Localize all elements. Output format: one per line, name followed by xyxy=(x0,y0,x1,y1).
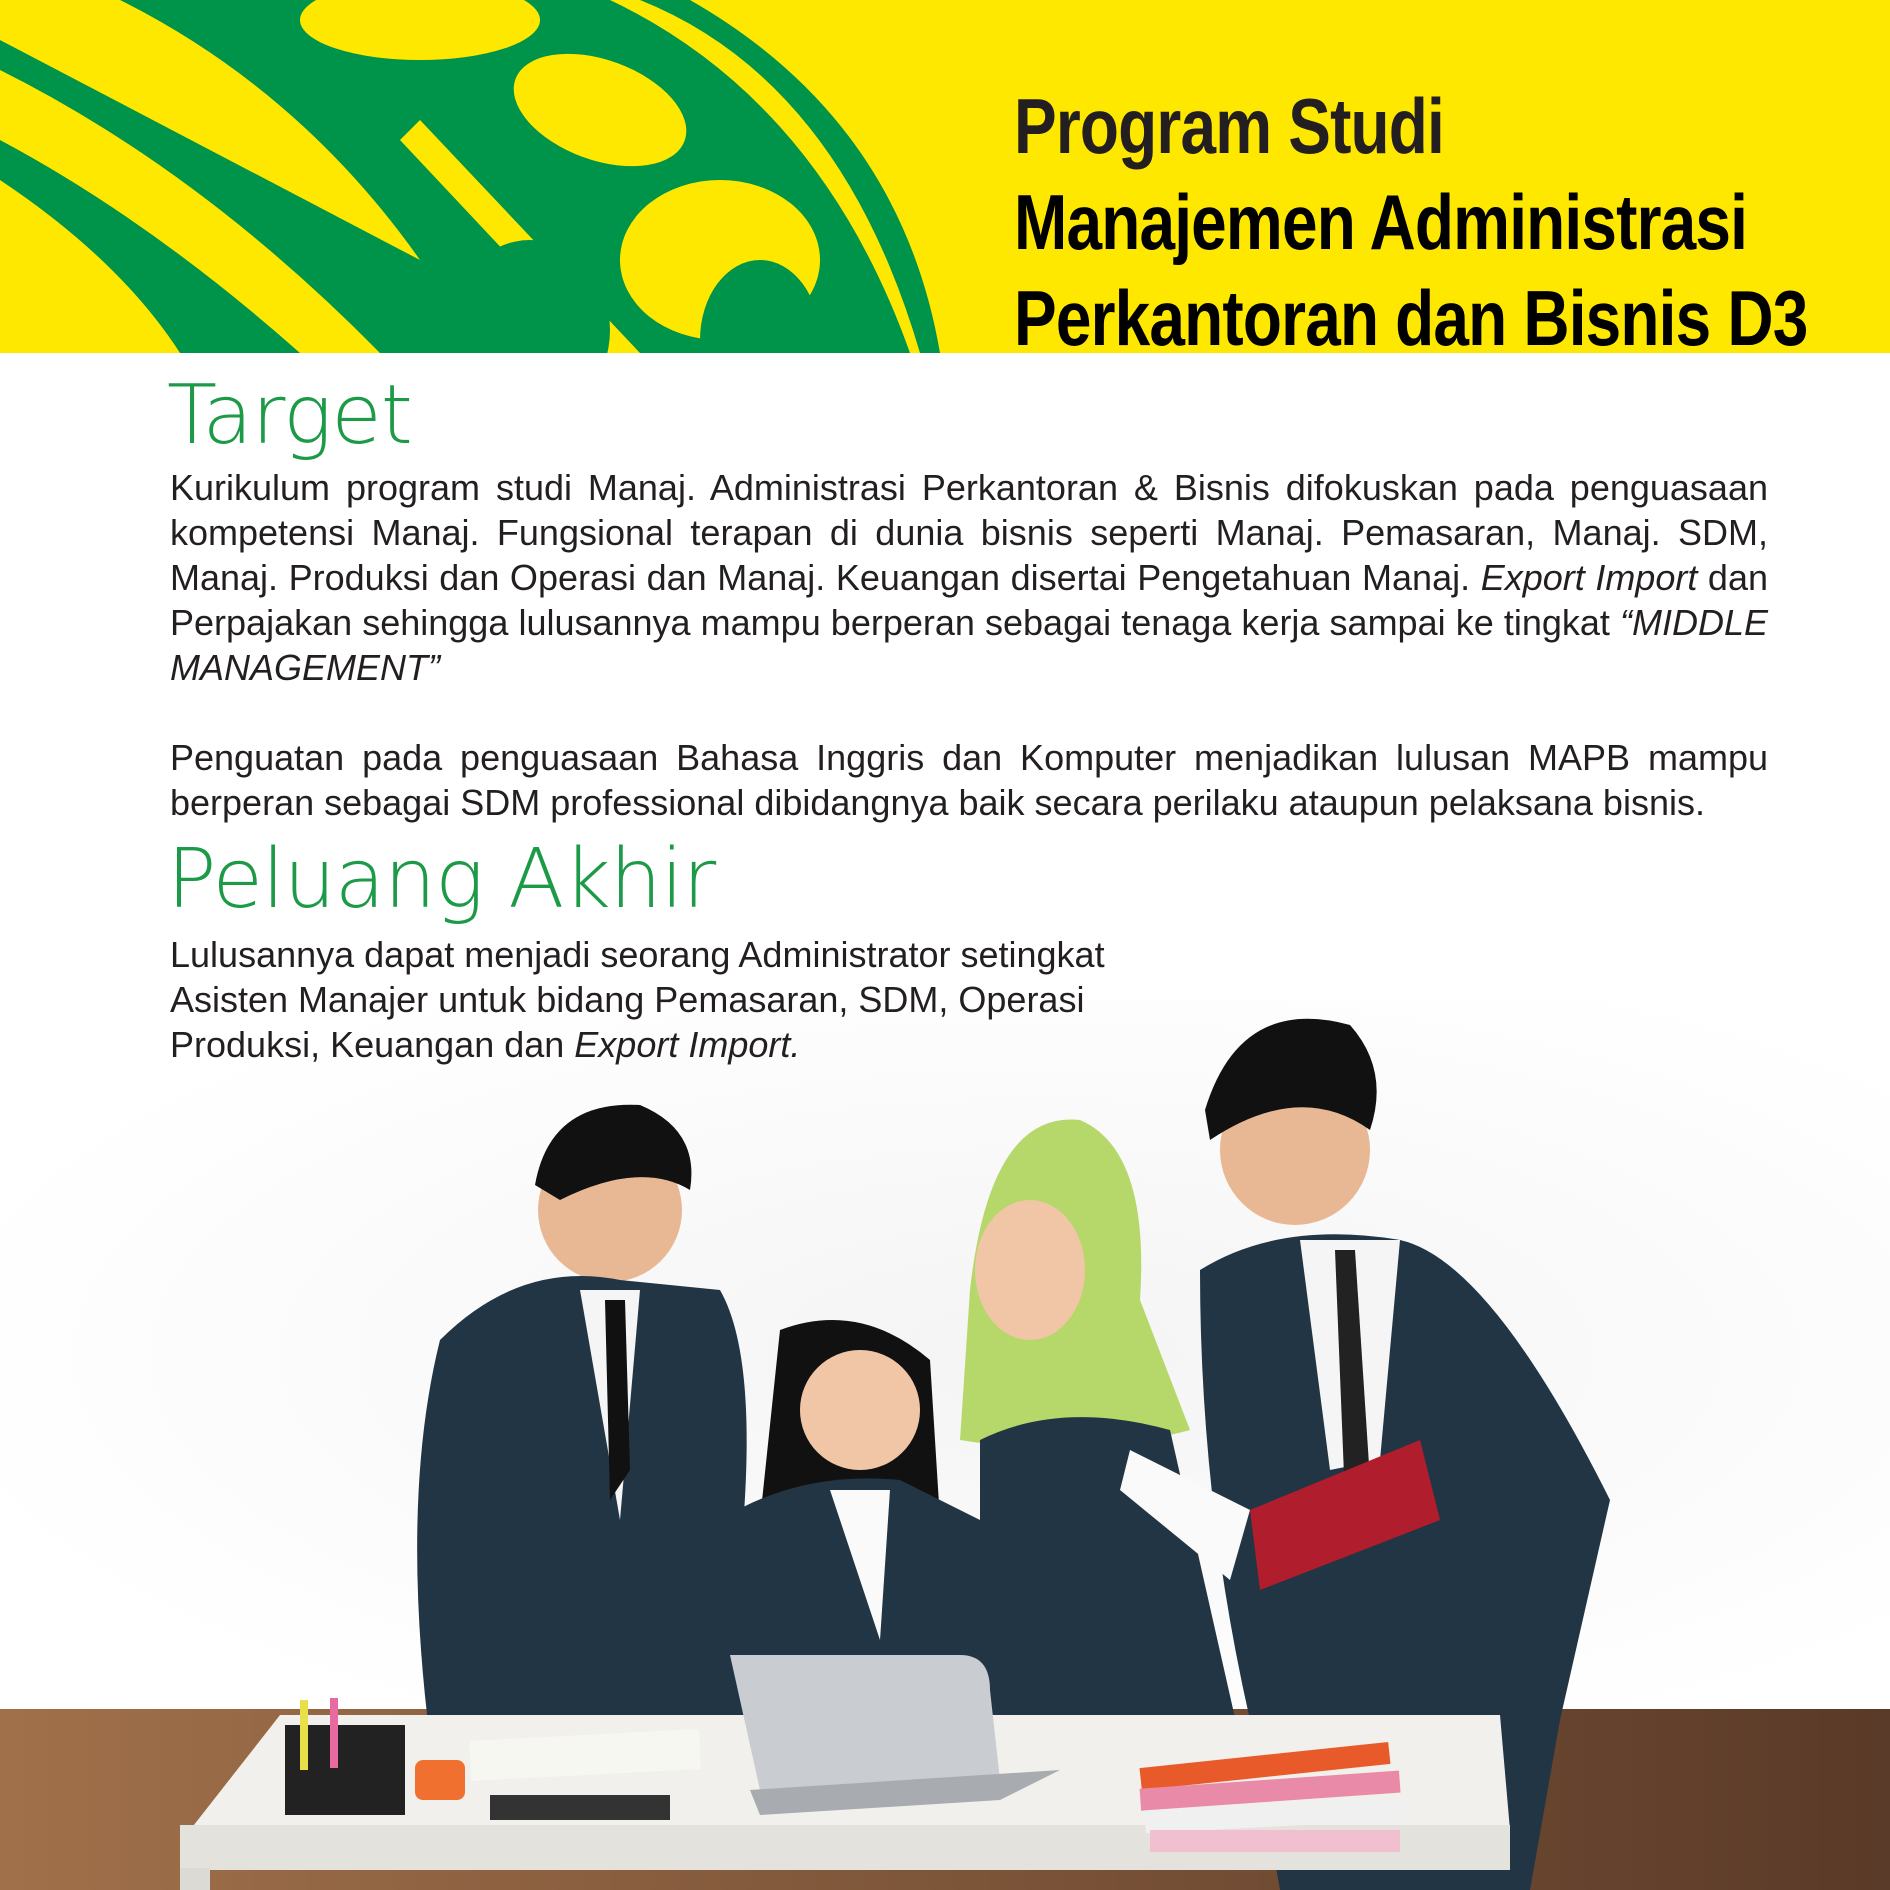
title-line-3: Perkantoran dan Bisnis D3 xyxy=(1014,274,1808,353)
italic-segment: Export Import. xyxy=(574,1024,801,1065)
peluang-paragraph xyxy=(170,932,1150,1067)
peluang-heading: Peluang Akhir xyxy=(167,832,716,927)
university-logo-graphic xyxy=(0,0,960,353)
text-segment: Lulusannya dapat menjadi seorang Administrator setingkat Asisten Manajer untuk bidang Pemasaran, SDM, Operasi Produksi, Keuangan dan xyxy=(170,934,1105,1065)
italic-segment: Export Import xyxy=(1480,557,1698,598)
target-heading: Target xyxy=(167,368,412,463)
text-segment: dan Perpajakan sehingga lulusannya mampu berperan sebagai tenaga kerja sampai ke tingkat xyxy=(170,557,1768,643)
target-paragraph-2: Penguatan pada penguasaan Bahasa Inggris dan Komputer menjadikan lulusan MAPB mampu berperan sebagai SDM professional dibidangnya baik secara perilaku ataupun pelaksana bisnis. xyxy=(170,737,1768,823)
students-photo xyxy=(0,1000,1890,1890)
laptop xyxy=(730,1655,1000,1790)
title-line-1: Program Studi xyxy=(1014,82,1445,170)
target-paragraph-1 xyxy=(170,465,1768,690)
italic-segment: “MIDDLE MANAGEMENT” xyxy=(170,602,1768,688)
program-title xyxy=(1014,78,1874,353)
header-banner xyxy=(0,0,1890,353)
title-line-2: Manajemen Administrasi xyxy=(1014,178,1748,266)
text-segment: Kurikulum program studi Manaj. Administrasi Perkantoran & Bisnis difokuskan pada penguasaan kompetensi Manaj. Fungsional terapan di dunia bisnis seperti Manaj. Pemasaran, Manaj. SDM, Manaj. Produksi dan Operasi dan Manaj. Keuangan disertai Pengetahuan Manaj. xyxy=(170,467,1768,598)
